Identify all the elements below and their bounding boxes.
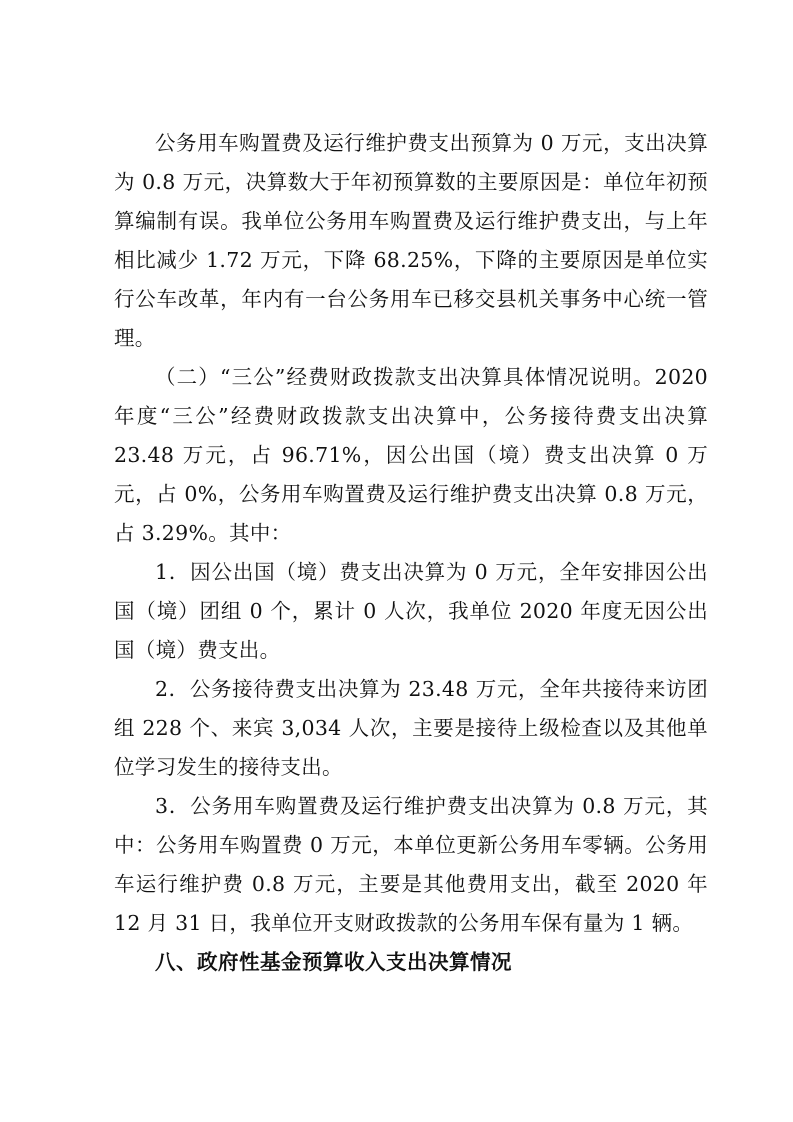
paragraph-vehicle-expense: 公务用车购置费及运行维护费支出预算为 0 万元，支出决算为 0.8 万元，决算数大于年初预算数的主要原因是：单位年初预算编制有误。我单位公务用车购置费及运行维护费支出，与上年相比减少 1.72 万元，下降 68.25%，下降的主要原因是单位实行公车改革，年内有一台公务用车已移交县机关事务中心统一管理。 bbox=[114, 131, 708, 350]
paragraph-reception-expense: 2．公务接待费支出决算为 23.48 万元，全年共接待来访团组 228 个、来宾 3,034 人次，主要是接待上级检查以及其他单位学习发生的接待支出。 bbox=[114, 677, 708, 779]
document-body bbox=[114, 124, 708, 982]
paragraph-overseas-travel: 1．因公出国（境）费支出决算为 0 万元，全年安排因公出国（境）团组 0 个，累计 0 人次，我单位 2020 年度无因公出国（境）费支出。 bbox=[114, 560, 708, 662]
paragraph-vehicle-detail: 3．公务用车购置费及运行维护费支出决算为 0.8 万元，其中：公务用车购置费 0 万元，本单位更新公务用车零辆。公务用车运行维护费 0.8 万元，主要是其他费用支出，截至 2020 年 12 月 31 日，我单位开支财政拨款的公务用车保有量为 1 辆。 bbox=[114, 794, 708, 935]
section-heading-government-fund: 八、政府性基金预算收入支出决算情况 bbox=[155, 950, 512, 974]
paragraph-three-public-summary: （二）“三公”经费财政拨款支出决算具体情况说明。2020 年度“三公”经费财政拨款支出决算中，公务接待费支出决算 23.48 万元，占 96.71%，因公出国（境）费支出决算 0 万元，占 0%，公务用车购置费及运行维护费支出决算 0.8 万元，占 3.29%。其中： bbox=[114, 365, 708, 545]
